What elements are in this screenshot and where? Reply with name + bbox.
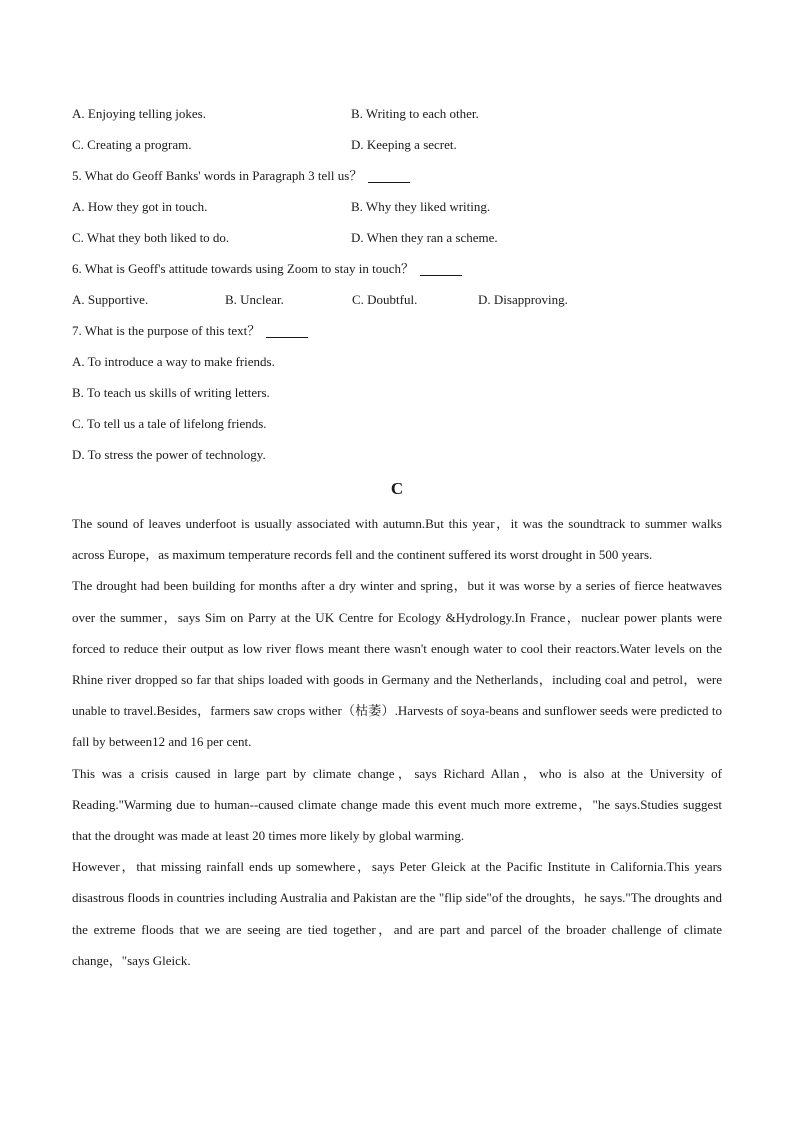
q3-option-a: A. Enjoying telling jokes.	[72, 106, 206, 121]
section-c-paragraph-2: The drought had been building for months after a dry winter and spring，but it was worse by a series of fierce heatwaves over the summer，says Sim on Parry at the UK Centre for Ecology &Hydrology.In France，nuclear power plants were forced to reduce their output as low river flows meant there wasn't enough water to cool their reactors.Water levels on the Rhine river dropped so far that ships loaded with goods in Germany and the Netherlands，including coal and petrol，were unable to travel.Besides，farmers saw crops wither（枯萎）.Harvests of soya-beans and sunflower seeds were predicted to fall by between12 and 16 per cent.	[72, 578, 722, 750]
q7-option-b-row	[72, 377, 722, 408]
q3-options-row-1	[72, 98, 722, 129]
q7-stem-text: 7. What is the purpose of this text？	[72, 323, 261, 338]
q6-option-b: B. Unclear.	[225, 292, 284, 307]
q3-options-row-2	[72, 129, 722, 160]
q3-option-c: C. Creating a program.	[72, 137, 192, 152]
q6-stem	[72, 253, 722, 284]
q5-answer-blank[interactable]	[368, 167, 410, 183]
q6-stem-text: 6. What is Geoff's attitude towards using Zoom to stay in touch？	[72, 261, 414, 276]
section-c-paragraph-3: This was a crisis caused in large part by climate change，says Richard Allan，who is also at the University of Reading."Warming due to human--caused climate change made this event much more extreme，"he says.Studies suggest that the drought was made at least 20 times more likely by global warming.	[72, 765, 722, 844]
q3-option-b: B. Writing to each other.	[351, 106, 479, 121]
q7-option-b: B. To teach us skills of writing letters.	[72, 385, 270, 400]
q5-option-a: A. How they got in touch.	[72, 199, 208, 214]
section-c-title: C	[390, 479, 404, 498]
q6-option-c: C. Doubtful.	[352, 292, 418, 307]
q7-option-c-row	[72, 408, 722, 439]
q7-option-a-row	[72, 346, 722, 377]
document-page	[72, 98, 722, 976]
q6-answer-blank[interactable]	[420, 260, 462, 276]
q7-stem	[72, 315, 722, 346]
q5-stem-text: 5. What do Geoff Banks' words in Paragraph 3 tell us？	[72, 168, 363, 183]
q7-option-c: C. To tell us a tale of lifelong friends.	[72, 416, 267, 431]
q5-option-c: C. What they both liked to do.	[72, 230, 230, 245]
q7-option-d-row	[72, 439, 722, 470]
section-c-paragraph-4: However，that missing rainfall ends up somewhere，says Peter Gleick at the Pacific Institute in California.This years disastrous floods in countries including Australia and Pakistan are the "flip side"of the droughts，he says."The droughts and the extreme floods that we are seeing are tied together，and are part and parcel of the broader challenge of climate change，"says Gleick.	[72, 859, 722, 968]
q7-option-a: A. To introduce a way to make friends.	[72, 354, 275, 369]
section-c-paragraph-1: The sound of leaves underfoot is usually associated with autumn.But this year，it was the soundtrack to summer walks across Europe，as maximum temperature records fell and the continent suffered its worst drought in 500 years.	[72, 516, 722, 563]
q5-option-d: D. When they ran a scheme.	[351, 230, 498, 245]
q6-options-row	[72, 284, 722, 315]
q7-answer-blank[interactable]	[266, 322, 308, 338]
q5-options-row-1	[72, 191, 722, 222]
q6-option-a: A. Supportive.	[72, 292, 149, 307]
q5-stem	[72, 160, 722, 191]
q6-option-d: D. Disapproving.	[478, 292, 568, 307]
q5-option-b: B. Why they liked writing.	[351, 199, 491, 214]
q3-option-d: D. Keeping a secret.	[351, 137, 457, 152]
q5-options-row-2	[72, 222, 722, 253]
q7-option-d: D. To stress the power of technology.	[72, 447, 266, 462]
